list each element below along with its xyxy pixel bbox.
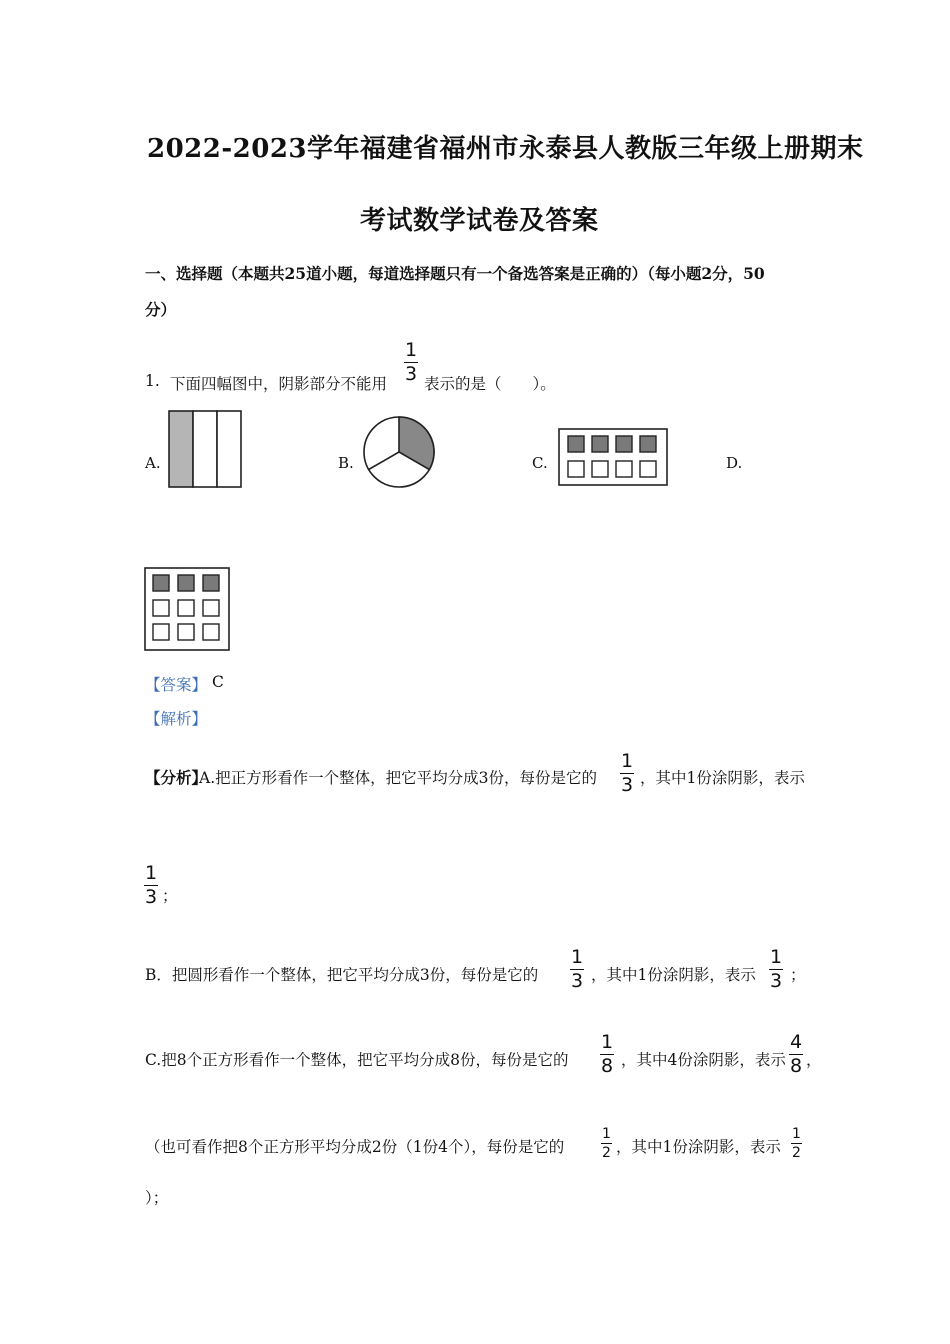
fraction-one-eighth: [600, 1033, 614, 1076]
cell-shaded: [568, 436, 584, 452]
fraction-one-third: [144, 864, 158, 907]
option-d-label: D.: [726, 454, 743, 472]
analysis-c2-end: ）；: [145, 1189, 169, 1207]
denominator: 8: [601, 1055, 614, 1077]
figure-c-grid: [558, 428, 670, 488]
fraction-one-third: [570, 948, 584, 991]
analysis-b-text2: ，其中1份涂阴影，表示: [591, 966, 756, 984]
cell: [640, 461, 656, 477]
cell: [153, 624, 169, 640]
fraction-one-half: [791, 1127, 802, 1160]
cell-shaded: [640, 436, 656, 452]
numerator: 1: [145, 862, 158, 884]
option-c-label: C.: [532, 454, 548, 472]
analysis-tag: 【解析】: [145, 710, 208, 728]
cell-shaded: [592, 436, 608, 452]
denominator: 8: [790, 1055, 803, 1077]
option-b-label: B.: [338, 454, 354, 472]
cell-shaded: [178, 575, 194, 591]
figure-d-grid: [144, 567, 232, 653]
analysis-c-text2: ，其中4份涂阴影，表示: [621, 1051, 786, 1069]
cell: [178, 600, 194, 616]
section-heading: 一、选择题（本题共25道小题，每道选择题只有一个备选答案是正确的）（每小题2分，50: [145, 264, 765, 283]
strip: [217, 411, 241, 487]
cell-shaded: [153, 575, 169, 591]
numerator: 4: [790, 1031, 803, 1053]
analysis-a-text: A.把正方形看作一个整体，把它平均分成3份，每份是它的: [199, 769, 597, 787]
numerator: 1: [405, 339, 418, 361]
denominator: 3: [621, 774, 634, 796]
analysis-a-text2: ，其中1份涂阴影，表示: [640, 769, 805, 787]
strip: [193, 411, 217, 487]
denominator: 3: [145, 886, 158, 908]
denominator: 3: [571, 970, 584, 992]
cell: [153, 600, 169, 616]
page-title-line1: 2022-2023学年福建省福州市永泰县人教版三年级上册期末: [147, 134, 864, 164]
analysis-c2-text: （也可看作把8个正方形平均分成2份（1份4个），每份是它的: [145, 1138, 565, 1156]
numerator: 1: [792, 1126, 801, 1142]
analysis-b-text: B．把圆形看作一个整体，把它平均分成3份，每份是它的: [145, 966, 539, 984]
numerator: 1: [602, 1126, 611, 1142]
analysis-c-text: C.把8个正方形看作一个整体，把它平均分成8份，每份是它的: [145, 1051, 569, 1069]
numerator: 1: [571, 946, 584, 968]
analysis-c2-text2: ，其中1份涂阴影，表示: [616, 1138, 781, 1156]
cell: [178, 624, 194, 640]
fraction-one-third: [769, 948, 783, 991]
section-heading-cont: 分）: [145, 300, 177, 319]
analysis-fenxi-tag: [145, 766, 207, 788]
cell: [592, 461, 608, 477]
denominator: 2: [602, 1145, 611, 1161]
page-title-line2: 考试数学试卷及答案: [360, 206, 599, 236]
analysis-c-end: ，: [806, 1051, 822, 1069]
denominator: 3: [405, 363, 418, 385]
numerator: 1: [621, 750, 634, 772]
option-a-label: A.: [145, 454, 161, 472]
fraction-four-eighths: [789, 1033, 803, 1076]
cell: [203, 624, 219, 640]
numerator: 1: [601, 1031, 614, 1053]
figure-a-strips: [168, 410, 242, 488]
cell-shaded: [616, 436, 632, 452]
figure-b-circle: [362, 415, 436, 489]
analysis-a-end: ；: [162, 887, 178, 905]
cell: [616, 461, 632, 477]
fraction-one-third: [620, 752, 634, 795]
question-stem: 下面四幅图中，阴影部分不能用: [170, 375, 388, 393]
fenxi-tag: 【分析】: [145, 768, 208, 787]
question-stem-end: 表示的是（ ）。: [424, 375, 556, 393]
cell-shaded: [203, 575, 219, 591]
answer-value: C: [212, 673, 224, 691]
answer-tag: 【答案】: [145, 676, 208, 694]
strip-shaded: [169, 411, 193, 487]
denominator: 2: [792, 1145, 801, 1161]
fraction-one-half: [601, 1127, 612, 1160]
analysis-b-end: ；: [790, 966, 806, 984]
question-number: 1.: [145, 372, 160, 390]
cell: [568, 461, 584, 477]
numerator: 1: [770, 946, 783, 968]
cell: [203, 600, 219, 616]
fraction-one-third: [404, 341, 418, 384]
denominator: 3: [770, 970, 783, 992]
